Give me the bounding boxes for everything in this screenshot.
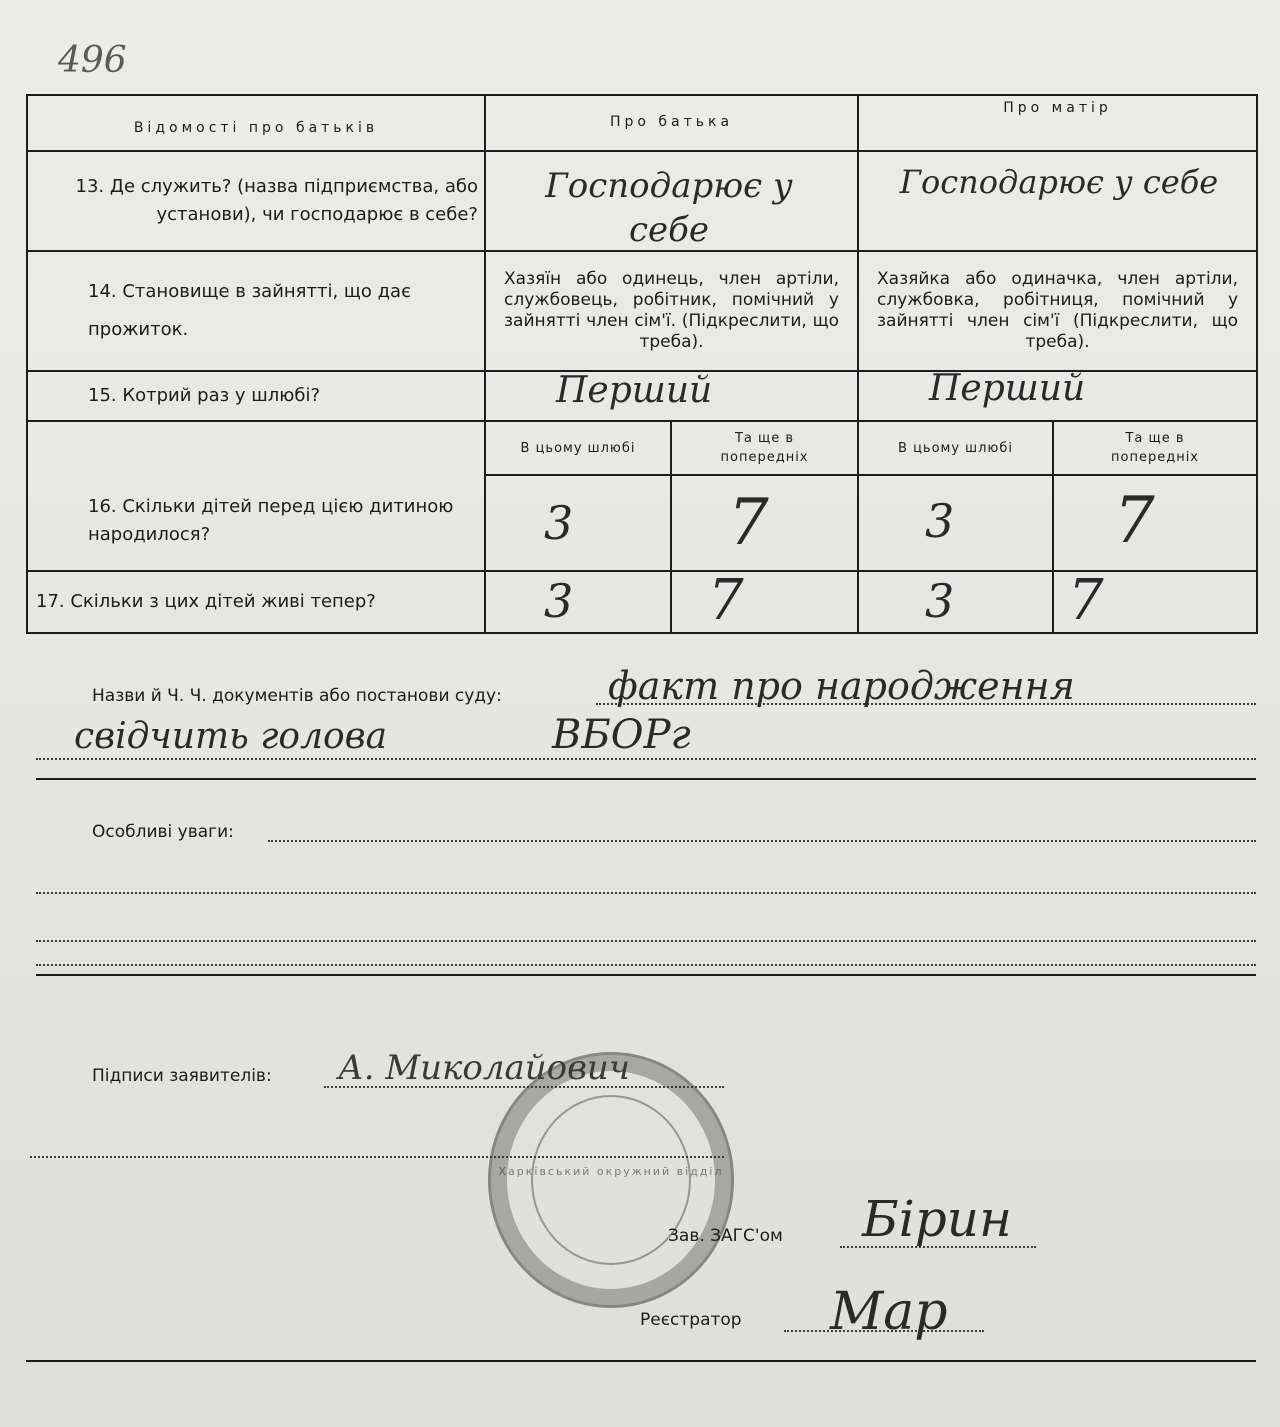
question-15: 15. Котрий раз у шлюбі? bbox=[27, 371, 485, 421]
question-16: 16. Скільки дітей перед цією дитиною народилося? bbox=[27, 421, 485, 571]
q17-father-this-cell bbox=[485, 571, 671, 633]
documents-line-2 bbox=[36, 758, 1256, 760]
question-13: 13. Де служить? (назва підприємства, або установи), чи господарює в себе? bbox=[27, 151, 485, 251]
q13-mother-cell bbox=[858, 151, 1257, 251]
zags-label: Зав. ЗАГС'ом bbox=[668, 1226, 783, 1246]
q14-mother-options: Хазяйка або одиначка, член артіли, службовка, робітниця, помічний у зайнятті член сім'ї (Підкреслити, що треба). bbox=[858, 251, 1257, 371]
documents-handwritten-2: свідчить голова bbox=[74, 716, 388, 757]
registrar-label: Реєстратор bbox=[640, 1310, 742, 1330]
q16-father-this: 3 bbox=[544, 496, 574, 550]
header-info: Відомості про батьків bbox=[27, 95, 485, 151]
documents-line-3 bbox=[36, 778, 1256, 780]
q16-sub-father-prev: Та ще в попередніх bbox=[671, 421, 858, 475]
notes-line-1 bbox=[268, 840, 1256, 842]
q17-mother-prev: 7 bbox=[1068, 568, 1104, 633]
signatures-label: Підписи заявителів: bbox=[92, 1066, 272, 1086]
bottom-rule bbox=[26, 1360, 1256, 1362]
parents-info-table bbox=[26, 94, 1258, 634]
q17-mother-this-cell bbox=[858, 571, 1053, 633]
documents-handwritten-1: факт про народження bbox=[608, 664, 1075, 708]
official-stamp bbox=[488, 1052, 734, 1308]
q16-sub-father-this: В цьому шлюбі bbox=[485, 421, 671, 475]
zags-signature: Бірин bbox=[862, 1190, 1012, 1248]
q17-father-prev: 7 bbox=[708, 568, 744, 633]
header-father: Про батька bbox=[485, 95, 858, 151]
stamp-text: Харківський окружний відділ bbox=[498, 1165, 724, 1178]
q16-mother-this-cell bbox=[858, 475, 1053, 571]
notes-line-5 bbox=[36, 974, 1256, 976]
q16-sub-mother-prev: Та ще в попередніх bbox=[1053, 421, 1257, 475]
q15-mother-cell bbox=[858, 368, 1257, 421]
notes-line-3 bbox=[36, 940, 1256, 942]
corner-note: 496 bbox=[58, 40, 127, 81]
q15-mother-answer: Перший bbox=[929, 368, 1086, 409]
header-mother: Про матір bbox=[858, 95, 1257, 151]
notes-label: Особливі уваги: bbox=[92, 822, 234, 842]
q16-sub-mother-this: В цьому шлюбі bbox=[858, 421, 1053, 475]
q17-mother-this: 3 bbox=[925, 574, 955, 628]
q13-father-answer: Господарює у себе bbox=[545, 166, 793, 250]
q16-mother-prev-cell bbox=[1053, 475, 1257, 571]
q16-mother-this: 3 bbox=[925, 494, 955, 548]
registrar-signature: Мар bbox=[830, 1282, 948, 1342]
q16-father-prev-cell bbox=[671, 475, 858, 571]
q17-mother-prev-cell bbox=[1053, 568, 1257, 633]
q16-mother-prev: 7 bbox=[1114, 484, 1155, 558]
q15-father-cell bbox=[485, 371, 858, 421]
documents-handwritten-2b: ВБОРг bbox=[552, 712, 691, 758]
question-14: 14. Становище в зайнятті, що дає прожиток. bbox=[27, 251, 485, 371]
notes-line-2 bbox=[36, 892, 1256, 894]
signatures-handwritten: А. Миколайович bbox=[338, 1048, 630, 1088]
q16-father-this-cell bbox=[485, 475, 671, 571]
q15-father-answer: Перший bbox=[556, 370, 713, 411]
q16-father-prev: 7 bbox=[728, 486, 769, 560]
documents-label: Назви й Ч. Ч. документів або постанови суду: bbox=[92, 686, 502, 706]
stamp-inner-ring bbox=[531, 1095, 691, 1265]
question-17: 17. Скільки з цих дітей живі тепер? bbox=[27, 571, 485, 633]
q14-father-options: Хазяїн або одинець, член артіли, службовець, робітник, помічний у зайнятті член сім'ї. (Підкреслити, що треба). bbox=[485, 251, 858, 371]
q17-father-this: 3 bbox=[544, 574, 574, 628]
q13-mother-answer: Господарює у себе bbox=[899, 163, 1219, 201]
q17-father-prev-cell bbox=[671, 568, 858, 633]
notes-line-4 bbox=[36, 964, 1256, 966]
q13-father-cell bbox=[485, 151, 858, 251]
